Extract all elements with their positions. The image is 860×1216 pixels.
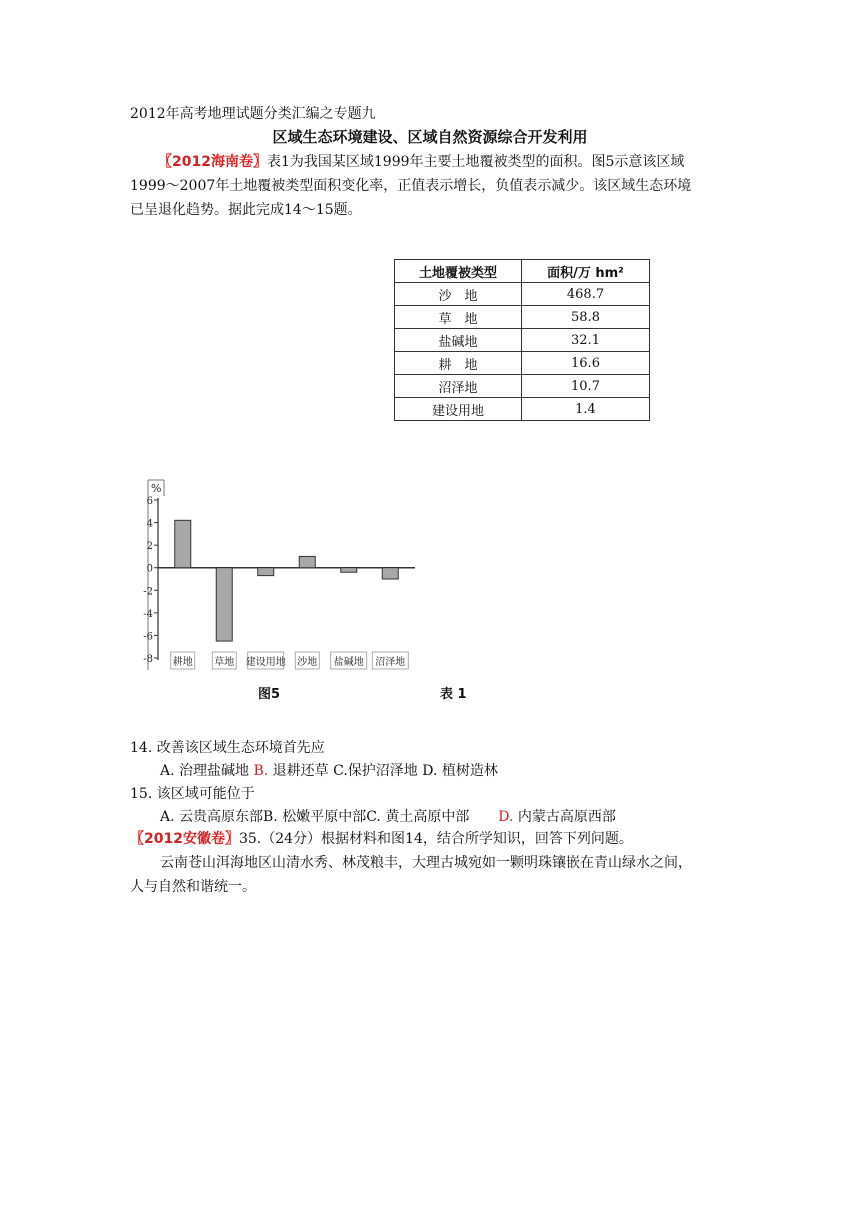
intro-line-3: 已呈退化趋势。据此完成14～15题。 [130,202,362,218]
next-question-line-2: 云南苍山洱海地区山清水秀、林茂粮丰，大理古城宛如一颗明珠镶嵌在青山绿水之间， [160,855,692,871]
source-tag: 〖2012安徽卷〗 [130,831,239,847]
land-cover-table [394,259,650,421]
category-label: 沙地 [297,657,318,668]
document-subtitle: 区域生态环境建设、区域自然资源综合开发利用 [272,128,588,146]
option-letter: C. [366,809,381,825]
category-label: 草地 [214,657,235,668]
question-number: 15. [130,786,153,802]
y-tick-label: 6 [146,496,153,507]
bar-耕地 [175,520,191,567]
option-text: 退耕还草 [272,763,329,779]
source-tag: 〖2012海南卷〗 [158,154,267,170]
y-tick-label: -6 [143,631,153,643]
next-question-line-1 [130,829,633,849]
y-tick-label: 2 [146,541,153,553]
option-text: 黄土高原中部 [385,809,470,825]
option-letter-correct: B. [253,763,269,779]
category-label: 盐碱地 [333,657,364,668]
intro-line-1 [158,152,684,172]
y-axis-unit: % [151,482,162,495]
figure-caption: 图5 [258,687,281,702]
option-letter: A. [160,809,175,825]
change-rate-chart [130,470,430,678]
question-number: 14. [130,740,153,756]
table-header-type: 土地覆被类型 [395,260,522,283]
table-header-row [395,260,650,283]
option-letter-correct: D. [498,809,514,825]
table-cell: 建设用地 [395,398,522,421]
question-14-options [160,761,498,781]
table-cell: 沙 地 [395,283,522,306]
y-tick-label: -4 [143,608,153,620]
category-label: 耕地 [172,657,193,668]
option-text: 治理盐碱地 [179,763,250,779]
y-tick-label: -2 [143,586,153,598]
question-stem: 该区域可能位于 [156,786,255,802]
intro-text-1: 表1为我国某区域1999年主要土地覆被类型的面积。图5示意该区域 [266,154,685,170]
option-text: 内蒙古高原西部 [517,809,616,825]
table-cell: 草 地 [395,306,522,329]
table-caption: 表 1 [440,687,467,702]
table-header-area: 面积/万 hm² [522,260,650,283]
table-cell: 16.6 [522,352,650,375]
table-cell: 32.1 [522,329,650,352]
y-tick-label: 0 [146,563,153,575]
bar-盐碱地 [341,568,357,573]
category-label: 建设用地 [245,657,286,668]
table-row [395,306,650,329]
bar-草地 [216,568,232,641]
option-text: 松嫩平原中部 [282,809,367,825]
bar-沼泽地 [382,568,398,579]
intro-line-2: 1999～2007年土地覆被类型面积变化率，正值表示增长，负值表示减少。该区域生态环境 [130,178,692,194]
y-tick-label: -8 [143,654,153,665]
table-cell: 沼泽地 [395,375,522,398]
question-15 [130,784,255,804]
table-row [395,329,650,352]
table-row [395,352,650,375]
option-text: 保护沼泽地 [347,763,418,779]
question-14 [130,738,325,758]
table-cell: 盐碱地 [395,329,522,352]
next-question-line-3: 人与自然和谐统一。 [130,879,256,895]
table-row [395,283,650,306]
table-cell: 1.4 [522,398,650,421]
table-cell: 468.7 [522,283,650,306]
table-cell: 10.7 [522,375,650,398]
option-letter: A. [160,763,175,779]
y-tick-label: 4 [146,518,153,530]
bar-建设用地 [258,568,274,576]
document-title: 2012年高考地理试题分类汇编之专题九 [130,106,376,122]
bar-沙地 [299,556,315,567]
option-text: 植树造林 [441,763,498,779]
option-letter: B. [263,809,278,825]
table-cell: 耕 地 [395,352,522,375]
question-stem: 改善该区域生态环境首先应 [156,740,325,756]
category-label: 沼泽地 [375,657,406,668]
option-letter: C. [333,763,348,779]
next-text-1: 35.（24分）根据材料和图14，结合所学知识，回答下列问题。 [238,831,633,847]
table-row [395,375,650,398]
option-text: 云贵高原东部 [179,809,264,825]
table-cell: 58.8 [522,306,650,329]
option-letter: D. [422,763,438,779]
table-row [395,398,650,421]
question-15-options [160,807,616,827]
